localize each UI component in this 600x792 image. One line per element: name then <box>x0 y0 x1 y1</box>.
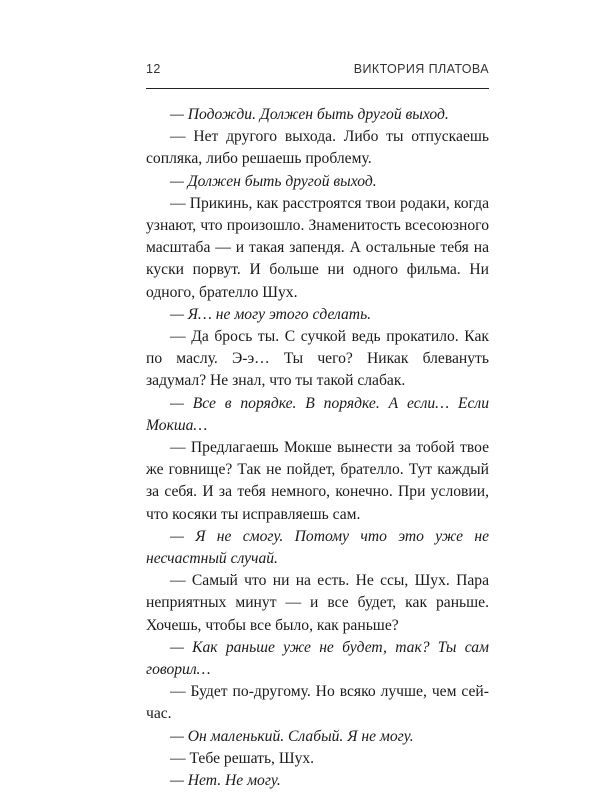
page-number: 12 <box>146 62 161 76</box>
dialogue-paragraph: — Будет по-другому. Но всяко лучше, чем сейчас. <box>146 683 489 723</box>
dialogue-paragraph: — Самый что ни на есть. Не ссы, Шух. Пара неприятных минут — и все будет, как раньше. Хочешь, чтобы все было, как раньше? <box>146 572 489 634</box>
dialogue-paragraph: — Подожди. Должен быть другой выход. <box>170 106 449 123</box>
dialogue-paragraph: — Как раньше уже не будет, так? Ты сам говорил… <box>146 638 489 679</box>
header-rule <box>146 88 489 89</box>
dialogue-paragraph: — Он маленький. Слабый. Я не могу. <box>170 727 414 745</box>
dialogue-paragraph: — Все в порядке. В порядке. А если… Если Мокша… <box>146 394 489 434</box>
dialogue-paragraph: — Я не смогу. Потому что это уже не несчастный случай. <box>146 527 489 568</box>
running-head-author: ВИКТОРИЯ ПЛАТОВА <box>353 62 489 76</box>
body-text <box>146 104 489 792</box>
dialogue-paragraph: — Должен быть другой выход. <box>170 172 377 190</box>
dialogue-paragraph: — Я… не могу этого сделать. <box>170 305 372 323</box>
dialogue-paragraph: — Предлагаешь Мокше вынести за тобой твое же говнище? Так не пойдет, брателло. Тут каждый за себя. И за тебя немного, конечно. При условии, что косяки ты исправляешь сам. <box>146 439 489 523</box>
page-header <box>146 62 489 84</box>
dialogue-paragraph: — Нет другого выхода. Либо ты отпускаешь сопляка, либо решаешь проблему. <box>146 128 489 168</box>
dialogue-paragraph: — Прикинь, как расстроятся твои родаки, когда узнают, что произошло. Знаменитость всесоюзного масштаба — и такая запендя. А остальные тебя на куски порвут. И больше ни одного фильма. Ни одного, брателло Шух. <box>146 194 489 301</box>
dialogue-paragraph: — Нет. Не могу. <box>170 772 281 790</box>
dialogue-paragraph: — Тебе решать, Шух. <box>170 749 315 767</box>
dialogue-paragraph: — Да брось ты. С сучкой ведь прокатило. Как по маслу. Э-э… Ты чего? Никак блевануть задумал? Не знал, что ты такой слабак. <box>146 328 489 390</box>
